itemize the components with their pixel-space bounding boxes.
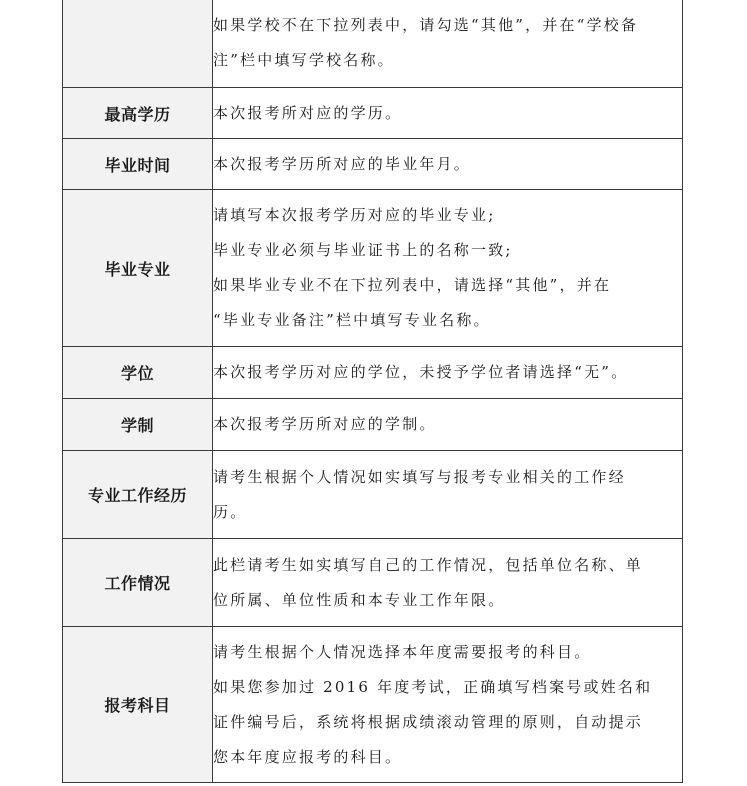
description-line: 本次报考学历所对应的学制。 [213,415,437,433]
description-line: 本次报考所对应的学历。 [213,103,403,122]
description-line: 毕业专业必须与毕业证书上的名称一致; [213,241,513,259]
description-line: 如果毕业专业不在下拉列表中，请选择“其他”，并在 [213,276,612,294]
row-description [213,539,683,627]
description-line: 本次报考学历所对应的毕业年月。 [213,154,472,173]
description-line: 您本年度应报考的科目。 [213,747,403,766]
table-row-graduation-date [63,139,683,190]
table-row-graduation-major [63,190,683,347]
row-label: 学位 [63,347,213,399]
description-line: 证件编号后，系统将根据成绩滚动管理的原则，自动提示 [213,712,644,731]
row-label: 最高学历 [63,88,213,139]
row-description [213,190,683,347]
description-line: 历。 [213,502,248,521]
description-line: 位所属、单位性质和本专业工作年限。 [213,590,506,609]
table-row-degree [63,347,683,399]
description-line: 本次报考学历对应的学位，未授予学位者请选择“无”。 [213,363,629,381]
description-line: 此栏请考生如实填写自己的工作情况，包括单位名称、单 [213,555,644,574]
row-description [213,399,683,451]
description-line: 如果您参加过 2016 年度考试，正确填写档案号或姓名和 [213,677,653,696]
row-description [213,0,683,88]
row-label: 毕业专业 [63,190,213,347]
row-label: 工作情况 [63,539,213,627]
instructions-table [62,0,683,783]
table-row-school-note [63,0,683,88]
description-line: 请考生根据个人情况选择本年度需要报考的科目。 [213,642,592,661]
row-label: 专业工作经历 [63,451,213,539]
table-row-work-experience [63,451,683,539]
row-label: 毕业时间 [63,139,213,190]
description-line: “毕业专业备注”栏中填写专业名称。 [213,311,491,329]
row-label [63,0,213,88]
table-row-work-status [63,539,683,627]
row-label: 报考科目 [63,627,213,783]
row-description [213,139,683,190]
table-row-exam-subjects [63,627,683,783]
row-label: 学制 [63,399,213,451]
description-line: 如果学校不在下拉列表中，请勾选“其他”，并在“学校备 [213,16,639,34]
row-description [213,627,683,783]
row-description [213,347,683,399]
description-line: 请考生根据个人情况如实填写与报考专业相关的工作经 [213,467,626,486]
description-line: 注”栏中填写学校名称。 [213,51,395,69]
table-row-highest-education [63,88,683,139]
row-description [213,88,683,139]
description-line: 请填写本次报考学历对应的毕业专业; [213,206,496,224]
row-description [213,451,683,539]
table-row-study-length [63,399,683,451]
